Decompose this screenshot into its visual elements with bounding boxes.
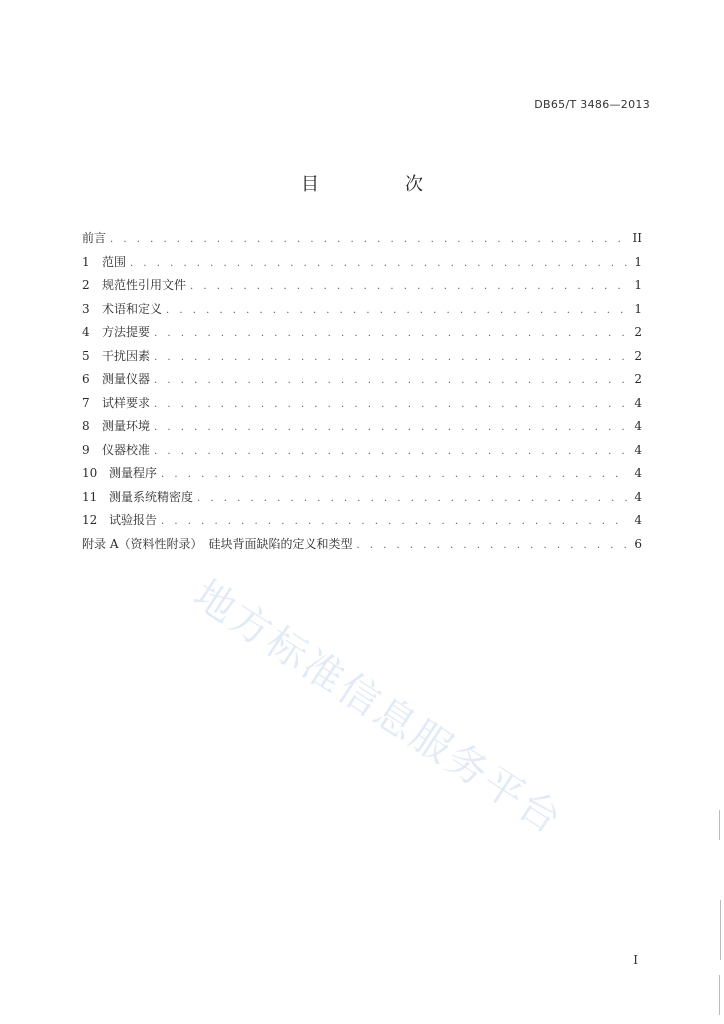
toc-entry-10[interactable] bbox=[82, 464, 642, 488]
toc-entry-8[interactable] bbox=[82, 417, 642, 441]
toc-entry-9[interactable] bbox=[82, 441, 642, 465]
toc-entry-page: II bbox=[632, 231, 642, 245]
toc-entry-label: 规范性引用文件 bbox=[102, 278, 187, 292]
toc-entry-label: 测量系统精密度 bbox=[109, 489, 194, 504]
dot-leader bbox=[197, 493, 628, 504]
toc-entry-appendix-a[interactable] bbox=[82, 535, 642, 559]
toc-entry-label: 干扰因素 bbox=[102, 348, 151, 363]
dot-leader bbox=[190, 281, 628, 292]
toc-entry-number: 8 bbox=[82, 419, 90, 433]
toc-entry-label: 测量环境 bbox=[102, 419, 151, 433]
dot-leader bbox=[161, 469, 628, 480]
toc-entry-number: 11 bbox=[82, 489, 98, 504]
dot-leader bbox=[154, 352, 628, 363]
toc-entry-page: 2 bbox=[634, 372, 642, 386]
dot-leader bbox=[154, 375, 628, 386]
toc-entry-page: 1 bbox=[634, 301, 642, 316]
toc-entry-page: 4 bbox=[634, 395, 642, 410]
toc-entry-label: 术语和定义 bbox=[102, 301, 163, 316]
toc-entry-1[interactable] bbox=[82, 253, 642, 277]
page-title: 目 次 bbox=[301, 174, 457, 195]
dot-leader bbox=[154, 422, 628, 433]
dot-leader bbox=[161, 516, 628, 527]
toc-entry-page: 1 bbox=[634, 278, 642, 292]
toc-entry-11[interactable] bbox=[82, 488, 642, 512]
watermark: 地方标准信息服务平台 bbox=[185, 571, 571, 845]
toc-entry-page: 6 bbox=[634, 536, 642, 551]
doc-code: DB65/T 3486—2013 bbox=[534, 98, 650, 111]
toc-entry-page: 4 bbox=[634, 442, 642, 457]
dot-leader bbox=[166, 305, 628, 316]
toc-entry-number: 7 bbox=[82, 395, 90, 410]
toc-entry-page: 2 bbox=[634, 325, 642, 339]
toc-entry-label: 前言 bbox=[82, 231, 107, 245]
dot-leader bbox=[154, 328, 628, 339]
toc-entry-number: 6 bbox=[82, 372, 90, 386]
scan-edge-mark bbox=[719, 975, 720, 1015]
toc-entry-label: 试验报告 bbox=[109, 513, 158, 527]
toc-entry-2[interactable] bbox=[82, 276, 642, 300]
toc-entry-page: 4 bbox=[634, 489, 642, 504]
toc-entry-number: 4 bbox=[82, 325, 90, 339]
toc-entry-label: 范围 bbox=[102, 254, 127, 269]
toc-entry-label: 试样要求 bbox=[102, 395, 151, 410]
dot-leader bbox=[356, 540, 628, 551]
toc-entry-number: 5 bbox=[82, 348, 90, 363]
toc-entry-6[interactable] bbox=[82, 370, 642, 394]
toc-entry-page: 2 bbox=[634, 348, 642, 363]
dot-leader bbox=[154, 446, 628, 457]
toc-entry-page: 4 bbox=[634, 466, 642, 480]
toc-entry-number: 1 bbox=[82, 254, 90, 269]
toc-entry-7[interactable] bbox=[82, 394, 642, 418]
dot-leader bbox=[110, 234, 628, 245]
table-of-contents bbox=[82, 229, 642, 558]
toc-entry-4[interactable] bbox=[82, 323, 642, 347]
page-number: I bbox=[633, 953, 638, 967]
toc-entry-3[interactable] bbox=[82, 300, 642, 324]
toc-entry-label: 附录 A（资料性附录） 硅块背面缺陷的定义和类型 bbox=[82, 536, 353, 551]
toc-entry-number: 2 bbox=[82, 278, 90, 292]
toc-entry-number: 9 bbox=[82, 442, 90, 457]
toc-entry-label: 测量仪器 bbox=[102, 372, 151, 386]
toc-entry-12[interactable] bbox=[82, 511, 642, 535]
toc-entry-number: 12 bbox=[82, 513, 98, 527]
dot-leader bbox=[154, 399, 628, 410]
scan-edge-mark bbox=[719, 810, 720, 840]
toc-entry-label: 测量程序 bbox=[109, 466, 158, 480]
toc-entry-label: 方法提要 bbox=[102, 325, 151, 339]
toc-entry-page: 4 bbox=[634, 513, 642, 527]
toc-entry-label: 仪器校准 bbox=[102, 442, 151, 457]
toc-entry-page: 1 bbox=[634, 254, 642, 269]
toc-entry-5[interactable] bbox=[82, 347, 642, 371]
toc-entry-page: 4 bbox=[634, 419, 642, 433]
dot-leader bbox=[130, 258, 628, 269]
scan-edge-mark bbox=[720, 900, 721, 960]
toc-entry-number: 3 bbox=[82, 301, 90, 316]
toc-entry-number: 10 bbox=[82, 466, 98, 480]
toc-entry-foreword[interactable] bbox=[82, 229, 642, 253]
